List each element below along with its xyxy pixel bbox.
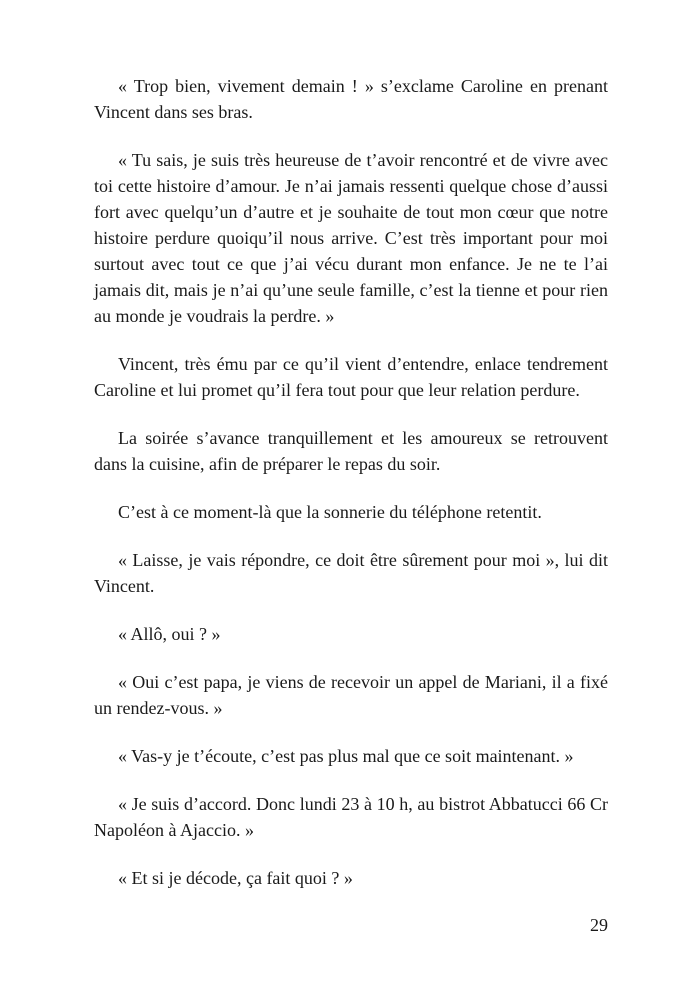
paragraph-2: « Tu sais, je suis très heureuse de t’avoir rencontré et de vivre avec toi cette histoire d’amour. Je n’ai jamais ressenti quelque chose d’aussi fort avec quelqu’un d’autre et je souhaite de tout mon cœur que notre histoire perdure quoiqu’il nous arrive. C’est très important pour moi surtout avec tout ce que j’ai vécu durant mon enfance. Je ne te l’ai jamais dit, mais je n’ai qu’une seule famille, c’est la tienne et pour rien au monde je voudrais la perdre. » bbox=[94, 150, 608, 326]
paragraph-4: La soirée s’avance tranquillement et les amoureux se retrouvent dans la cuisine, afin de préparer le repas du soir. bbox=[94, 428, 608, 474]
body-text bbox=[94, 73, 608, 913]
paragraph-7: « Allô, oui ? » bbox=[118, 624, 221, 644]
paragraph-8: « Oui c’est papa, je viens de recevoir un appel de Mariani, il a fixé un rendez-vous. » bbox=[94, 672, 608, 718]
paragraph-6: « Laisse, je vais répondre, ce doit être sûrement pour moi », lui dit Vincent. bbox=[94, 550, 608, 596]
paragraph-9: « Vas-y je t’écoute, c’est pas plus mal que ce soit maintenant. » bbox=[118, 746, 574, 766]
paragraph-10: « Je suis d’accord. Donc lundi 23 à 10 h, au bistrot Abbatucci 66 Cr Napoléon à Ajaccio. » bbox=[94, 794, 608, 840]
paragraph-1: « Trop bien, vivement demain ! » s’exclame Caroline en prenant Vincent dans ses bras. bbox=[94, 76, 608, 122]
page-number: 29 bbox=[590, 915, 608, 935]
paragraph-11: « Et si je décode, ça fait quoi ? » bbox=[118, 868, 353, 888]
paragraph-3: Vincent, très ému par ce qu’il vient d’entendre, enlace tendrement Caroline et lui promet qu’il fera tout pour que leur relation perdure. bbox=[94, 354, 608, 400]
paragraph-5: C’est à ce moment-là que la sonnerie du téléphone retentit. bbox=[118, 502, 542, 522]
